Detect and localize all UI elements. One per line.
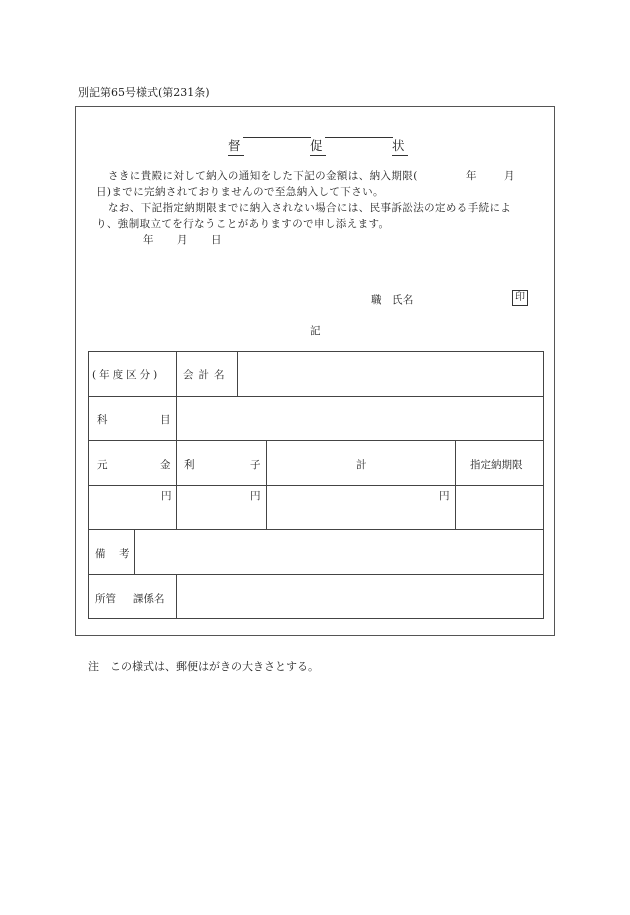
row2-divider [176,396,177,440]
principal-yen: 円 [161,490,172,502]
principal-label-a: 元 [97,459,108,471]
title-underline-1 [243,136,311,138]
department-label-a: 所管 [95,593,116,605]
date-year: 年 [143,234,154,246]
row-divider-4 [88,529,544,530]
row5-divider [134,529,135,574]
signature-name-label: 氏名 [392,294,414,306]
body-line-1-month: 月 [504,170,515,182]
body-line-3: なお、下記指定納期限までに納入されない場合には、民事訴訟法の定める手続によ [108,202,512,214]
remarks-label-b: 考 [119,548,130,560]
row-divider-2 [88,440,544,441]
interest-yen: 円 [250,490,261,502]
total-label: 計 [356,459,367,471]
principal-label-b: 金 [160,459,171,471]
date-day: 日 [211,234,222,246]
total-yen: 円 [439,490,450,502]
body-line-1: さきに貴殿に対して納入の通知をした下記の金額は、納入期限( [108,170,418,182]
title-char-2: 促 [310,136,326,156]
table-border-top [88,351,544,352]
body-line-1-year: 年 [466,170,477,182]
interest-label-b: 子 [250,459,261,471]
row-divider-3 [88,485,544,486]
subject-label-a: 科 [97,414,108,426]
title-char-3: 状 [392,136,408,156]
row1-divider-b [237,351,238,396]
seal-stamp-box: 印 [512,290,528,306]
row1-divider-a [176,351,177,396]
title-underline-2 [325,136,393,138]
account-name-label: 会計名 [183,369,230,381]
department-label-b: 課係名 [133,593,165,605]
footnote: 注 この様式は、郵便はがきの大きさとする。 [88,660,319,673]
amount-divider-a [176,440,177,529]
body-line-4: り、強制取立てを行なうことがありますので申し添えます。 [96,218,390,230]
title-char-1: 督 [228,136,244,156]
row-divider-5 [88,574,544,575]
deadline-label: 指定納期限 [470,459,523,471]
form-caption: 別記第65号様式(第231条) [78,86,210,99]
remarks-label-a: 備 [95,548,106,560]
amount-divider-c [455,440,456,529]
row6-divider [176,574,177,619]
fiscal-year-label: (年度区分) [92,369,161,381]
date-month: 月 [177,234,188,246]
amount-divider-b [266,440,267,529]
body-line-2: 日)までに完納されておりませんので至急納入して下さい。 [96,186,384,198]
row-divider-1 [88,396,544,397]
ki-heading: 記 [310,325,321,337]
interest-label-a: 利 [184,459,195,471]
subject-label-b: 目 [160,414,171,426]
signature-title-label: 職 [371,294,382,306]
table-border-bottom [88,618,544,619]
